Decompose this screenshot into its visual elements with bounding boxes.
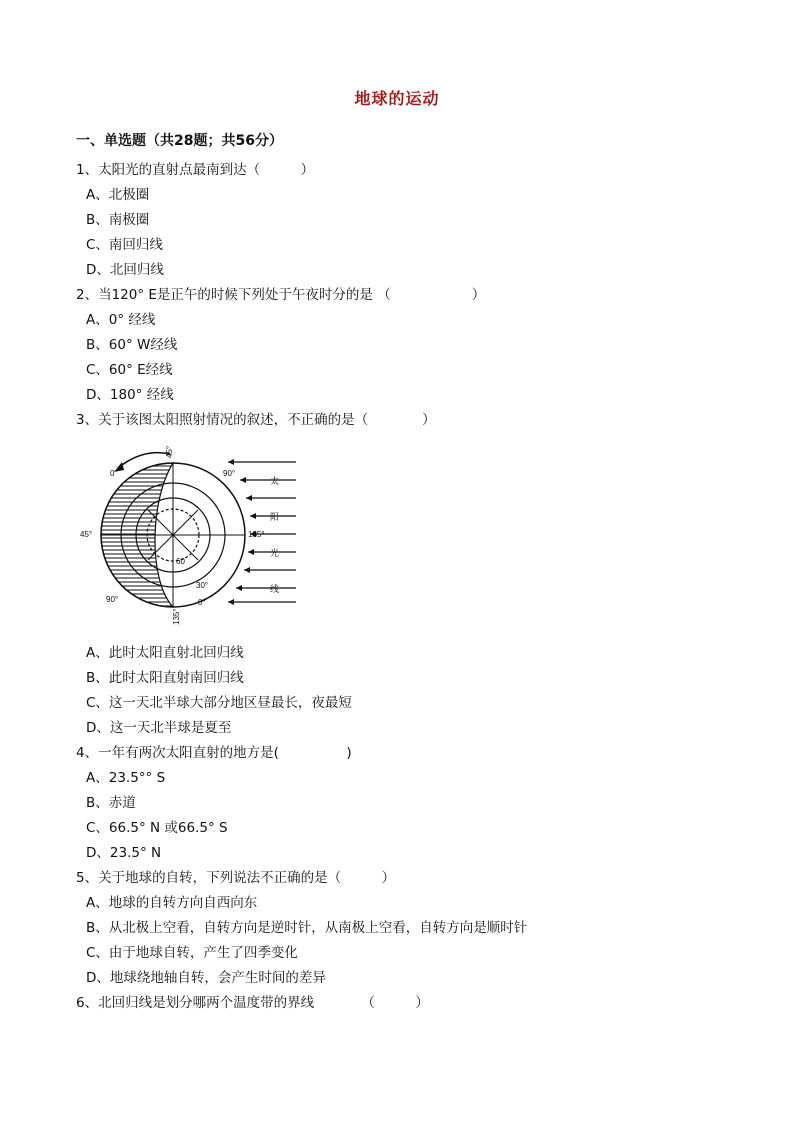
question-4-stem: 4、一年有两次太阳直射的地方是( ) — [76, 745, 352, 761]
question-1-option-a: A、北极圈 — [86, 187, 150, 203]
label-sun-char-1: 太 — [270, 476, 280, 486]
label-lower-right: 0° — [198, 598, 206, 607]
question-3-option-a: A、此时太阳直射北回归线 — [86, 645, 244, 661]
question-4-option-c: C、66.5° N 或66.5° S — [86, 820, 228, 836]
label-sun-char-2: 阳 — [270, 512, 280, 522]
label-upper-right: 90° — [223, 469, 236, 478]
question-2-stem: 2、当120° E是正午的时候下列处于午夜时分的是 （ ） — [76, 287, 486, 303]
label-bottom: 135° — [172, 608, 181, 625]
question-6-stem: 6、北回归线是划分哪两个温度带的界线 （ ） — [76, 995, 429, 1011]
question-3-option-b: B、此时太阳直射南回归线 — [86, 670, 244, 686]
label-mid-lower: 30° — [196, 581, 209, 590]
question-5-option-b: B、从北极上空看，自转方向是逆时针，从南极上空看，自转方向是顺时针 — [86, 920, 528, 936]
label-lower-left: 90° — [106, 595, 119, 604]
question-1-option-b: B、南极圈 — [86, 212, 150, 228]
question-4-option-b: B、赤道 — [86, 795, 136, 811]
question-1-stem: 1、太阳光的直射点最南到达（ ） — [76, 162, 315, 178]
question-3-option-c: C、这一天北半球大部分地区昼最长，夜最短 — [86, 695, 352, 711]
page-title: 地球的运动 — [354, 89, 440, 108]
label-top: 45° — [165, 445, 174, 458]
question-5-stem: 5、关于地球的自转，下列说法不正确的是（ ） — [76, 870, 396, 886]
question-2-option-d: D、180° 经线 — [86, 387, 174, 403]
diagram-svg — [78, 440, 300, 632]
question-4-option-d: D、23.5° N — [86, 845, 162, 861]
question-5-option-a: A、地球的自转方向自西向东 — [86, 895, 258, 911]
label-sun-char-4: 线 — [270, 584, 280, 594]
sun-illumination-diagram — [78, 440, 300, 632]
question-2-option-b: B、60° W经线 — [86, 337, 178, 353]
question-1-option-c: C、南回归线 — [86, 237, 163, 253]
label-upper-left: 0 — [110, 469, 115, 478]
section-heading: 一、单选题（共28题；共56分） — [76, 133, 283, 149]
label-inner: 60 — [176, 557, 185, 566]
question-3-stem: 3、关于该图太阳照射情况的叙述，不正确的是（ ） — [76, 412, 436, 428]
question-2-option-c: C、60° E经线 — [86, 362, 173, 378]
question-5-option-d: D、地球绕地轴自转，会产生时间的差异 — [86, 970, 326, 986]
question-3-option-d: D、这一天北半球是夏至 — [86, 720, 232, 736]
question-5-option-c: C、由于地球自转，产生了四季变化 — [86, 945, 298, 961]
question-4-option-a: A、23.5°° S — [86, 770, 166, 786]
label-left: 45° — [80, 530, 93, 539]
question-2-option-a: A、0° 经线 — [86, 312, 156, 328]
label-sun-char-3: 光 — [270, 548, 280, 558]
label-right: 135° — [248, 530, 265, 539]
question-1-option-d: D、北回归线 — [86, 262, 164, 278]
